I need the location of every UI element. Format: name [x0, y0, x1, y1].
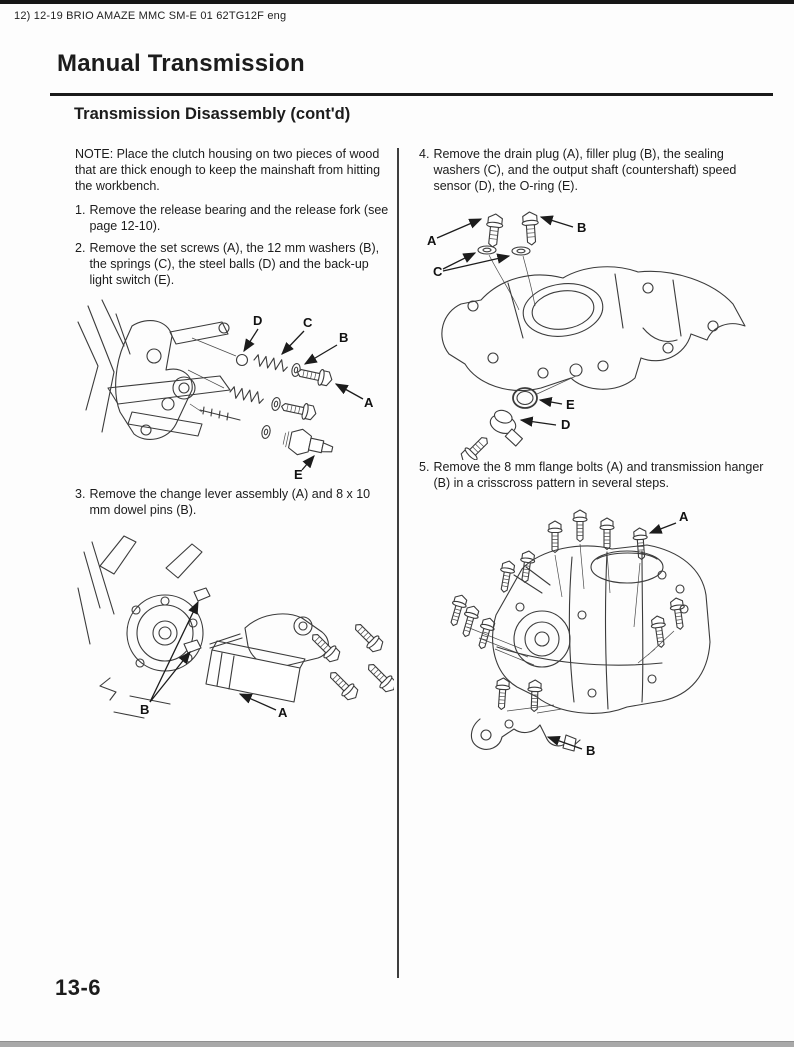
- title-rule: [50, 93, 773, 96]
- callouts: [244, 313, 374, 482]
- housing-line-art: [78, 536, 242, 718]
- step-2-text: Remove the set screws (A), the 12 mm washers (B), the springs (C), the steel balls (D) and the back-up light switch (E).: [89, 241, 380, 287]
- viewer-bottom-bar: [0, 1041, 794, 1047]
- callouts: [427, 217, 586, 432]
- steel-ball: [237, 355, 248, 366]
- figure-set-screws-exploded: [72, 292, 394, 484]
- step-5: [419, 460, 769, 492]
- backup-light-switch: [282, 426, 335, 462]
- drain-plug: [484, 213, 503, 247]
- housing-line-art: [78, 300, 236, 439]
- section-title: Transmission Disassembly (cont'd): [74, 105, 351, 123]
- fig4-label-e: E: [566, 397, 575, 412]
- fig2-label-c: C: [303, 315, 313, 330]
- step-3: [75, 487, 393, 519]
- speed-sensor: [485, 408, 529, 448]
- fig3-label-b: B: [140, 702, 150, 717]
- step-2: [75, 241, 393, 289]
- housing-line-art: [442, 267, 745, 394]
- figure-drain-filler-sensor: [413, 208, 753, 460]
- step-3-number: 3.: [75, 487, 86, 501]
- note-paragraph: NOTE: Place the clutch housing on two pieces of wood that are thick enough to keep the mainshaft from hitting the workbench.: [75, 147, 381, 193]
- fig4-label-a: A: [427, 233, 437, 248]
- page-number: 13-6: [55, 975, 102, 1000]
- step-4-number: 4.: [419, 147, 430, 161]
- step-4: [419, 147, 771, 195]
- column-divider: [397, 148, 399, 978]
- lever-assembly-line-art: [206, 614, 394, 703]
- fig2-label-d: D: [253, 313, 263, 328]
- fig3-label-a: A: [278, 705, 288, 720]
- document-header-code: 12) 12-19 BRIO AMAZE MMC SM-E 01 62TG12F eng: [14, 10, 287, 22]
- step-1: [75, 203, 393, 235]
- fig2-label-b: B: [339, 330, 349, 345]
- fig2-label-a: A: [364, 395, 374, 410]
- step-3-text: Remove the change lever assembly (A) and 8 x 10 mm dowel pins (B).: [89, 487, 371, 517]
- viewer-top-bar: [0, 0, 794, 4]
- transmission-hanger: [471, 719, 580, 751]
- step-5-text: Remove the 8 mm flange bolts (A) and transmission hanger (B) in a crisscross pattern in several steps.: [433, 460, 764, 490]
- fig4-label-d: D: [561, 417, 571, 432]
- step-2-number: 2.: [75, 241, 86, 255]
- fig5-label-b: B: [586, 743, 596, 758]
- page-title: Manual Transmission: [57, 50, 305, 77]
- fig2-label-e: E: [294, 467, 303, 482]
- step-1-text: Remove the release bearing and the release fork (see page 12-10).: [89, 203, 389, 233]
- fig4-label-c: C: [433, 264, 443, 279]
- step-1-number: 1.: [75, 203, 86, 217]
- oring-and-sensor: [458, 388, 537, 460]
- step-4-text: Remove the drain plug (A), filler plug (B), the sealing washers (C), and the output shaft (countershaft) speed sensor (D), the O-ring (E).: [433, 147, 737, 193]
- figure-change-lever-assembly: [70, 528, 394, 740]
- fig4-label-b: B: [577, 220, 587, 235]
- exploded-parts: [200, 354, 335, 461]
- filler-plug: [521, 211, 539, 245]
- sealing-washers: [478, 246, 530, 255]
- step-5-number: 5.: [419, 460, 430, 474]
- fig5-label-a: A: [679, 509, 689, 524]
- figure-flange-bolts-hanger: [422, 497, 767, 779]
- dowel-pin-upper: [194, 588, 210, 601]
